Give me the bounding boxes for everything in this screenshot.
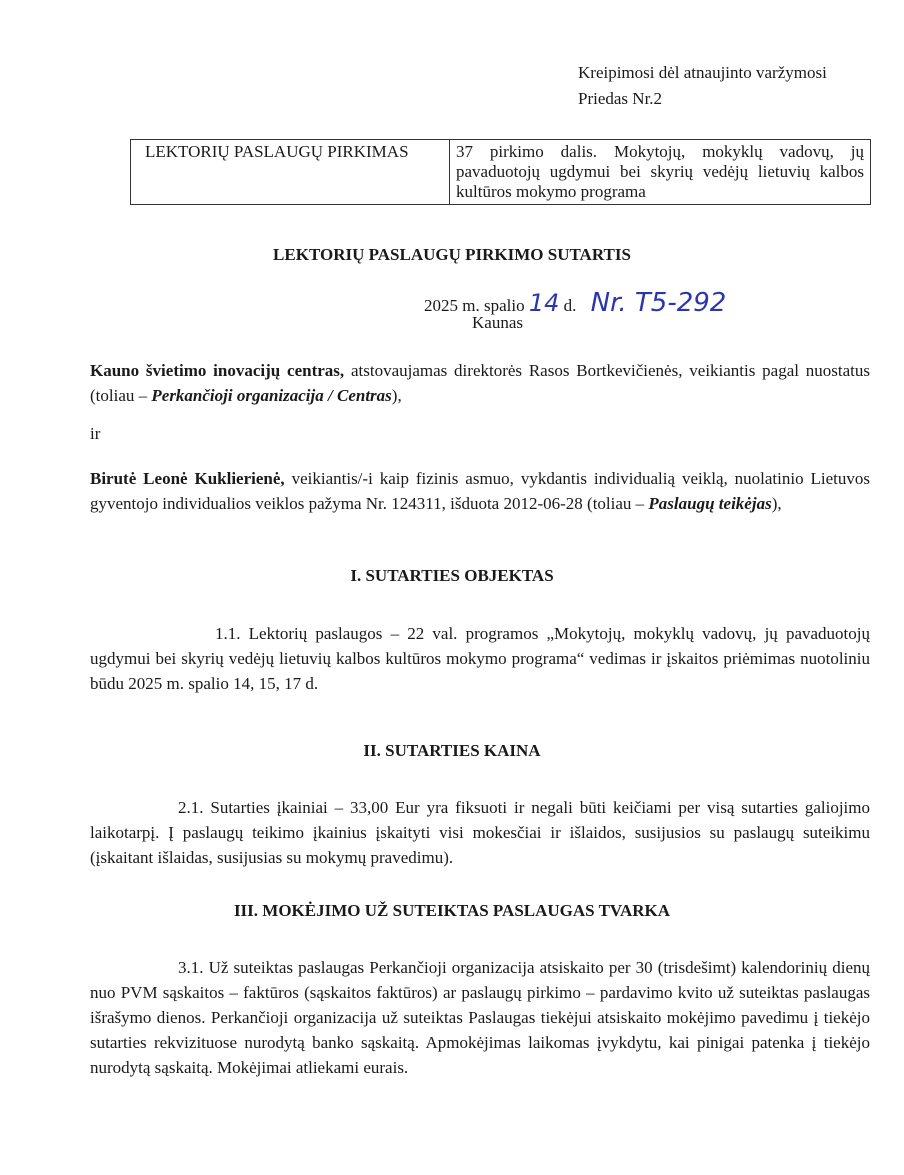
party-1-text: atstovaujamas direktorės Rasos Bortkevičienės, veikiantis pagal nuostatus (toliau –	[90, 361, 871, 405]
section-heading: II. SUTARTIES KAINA	[363, 741, 541, 760]
party-1	[90, 358, 870, 408]
place: Kaunas	[472, 313, 523, 332]
header-line-2: Priedas Nr.2	[578, 89, 663, 108]
contract-date	[424, 288, 726, 318]
procurement-table	[130, 139, 871, 205]
party-1-name: Kauno švietimo inovacijų centras,	[90, 361, 345, 380]
section-text: 2.1. Sutarties įkainiai – 33,00 Eur yra fiksuoti ir negali būti keičiami per visą sutarties galiojimo laikotarpį. Į paslaugų teikimo įkainius įskaityti visi mokesčiai ir išlaidos, susijusios su paslaugų suteikimu (įskaitant išlaidas, susijusias su mokymų pravedimu).	[90, 798, 870, 867]
section-heading: III. MOKĖJIMO UŽ SUTEIKTAS PASLAUGAS TVARKA	[233, 901, 671, 920]
handwritten-day: 14	[528, 289, 560, 317]
section-text: 1.1. Lektorių paslaugos – 22 val. programos „Mokytojų, mokyklų vadovų, jų pavaduotojų ugdymui bei skyrių vedėjų lietuvių kalbos kultūros mokymo programa“ vedimas ir įskaitos priėmimas nuotoliniu būdu 2025 m. spalio 14, 15, 17 d.	[90, 624, 870, 693]
date-suffix: d.	[563, 296, 577, 315]
procurement-type: LEKTORIŲ PASLAUGŲ PIRKIMAS	[131, 140, 450, 205]
party-1-role: Perkančioji organizacija / Centras	[151, 386, 392, 405]
party-2-end: ),	[771, 494, 782, 513]
party-2-name: Birutė Leonė Kuklierienė,	[90, 469, 285, 488]
and-word: ir	[90, 424, 101, 443]
date-prefix: 2025 m. spalio	[424, 296, 525, 315]
party-1-end: ),	[391, 386, 402, 405]
header-line-1: Kreipimosi dėl atnaujinto varžymosi	[578, 63, 827, 82]
section-heading: I. SUTARTIES OBJEKTAS	[350, 566, 554, 585]
procurement-part: 37 pirkimo dalis. Mokytojų, mokyklų vadovų, jų pavaduotojų ugdymui bei skyrių vedėjų lietuvių kalbos kultūros mokymo programa	[450, 140, 871, 205]
section-text: 3.1. Už suteiktas paslaugas Perkančioji organizacija atsiskaito per 30 (trisdešimt) kalendorinių dienų nuo PVM sąskaitos – faktūros (sąskaitos faktūros) ar paslaugų pirkimo – pardavimo kvito už suteiktas paslaugas išrašymo dienos. Perkančioji organizacija už suteiktas Paslaugas tiekėjui atsiskaito mokėjimo pavedimu į tiekėjo sutarties rekvizituose nurodytą banko sąskaitą. Apmokėjimas laikomas įvykdytu, kai pinigai patenka į tiekėjo nurodytą sąskaitą. Mokėjimai atliekami eurais.	[90, 958, 870, 1077]
party-2-text: veikiantis/-i kaip fizinis asmuo, vykdantis individualią veiklą, nuolatinio Lietuvos gyventojo individualios veiklos pažyma Nr. 124311, išduota 2012-06-28 (toliau –	[90, 469, 870, 513]
party-2-role: Paslaugų teikėjas	[648, 494, 772, 513]
contract-title: LEKTORIŲ PASLAUGŲ PIRKIMO SUTARTIS	[273, 245, 631, 264]
document-header	[578, 60, 827, 112]
handwritten-number: Nr. T5-292	[590, 288, 727, 318]
party-2	[90, 466, 870, 516]
